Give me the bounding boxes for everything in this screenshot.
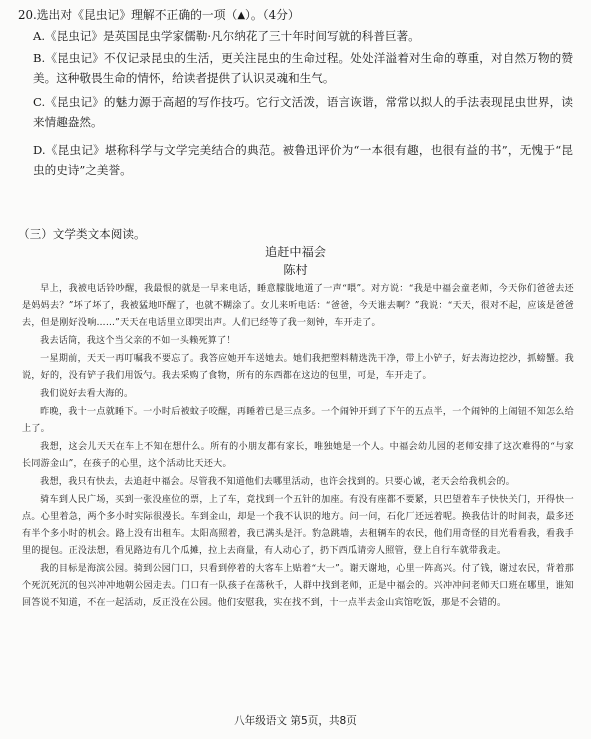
section-heading: （三）文学类文本阅读。 bbox=[18, 227, 146, 241]
article-paragraph: 我想，这会儿天天在车上不知在想什么。所有的小朋友都有家长，唯独她是一个人。中福会幼儿园的老师安排了这次难得的“与家长同游金山”，在孩子的心里，这个活动比天还大。 bbox=[22, 442, 574, 470]
question-20-stem bbox=[18, 6, 578, 26]
article-paragraph: 早上，我被电话铃吵醒，我最恨的就是一早来电话，睡意朦胧地道了一声“喂”。对方说：“我是中福会童老师，今天你们爸爸去还是妈妈去？”坏了坏了，我被猛地吓醒了，也就不糊涂了。女儿来听电话：“爸爸，今天谁去啊？”我说：“天天，很对不起，应该是爸爸去，但是刚好没响……”天天在电话里立即哭出声。人们已经等了我一刻钟，车开走了。 bbox=[22, 284, 574, 329]
article-paragraph: 昨晚，我十一点就睡下。一小时后被蚊子咬醒，再睡着已是三点多。一个闹钟开到了下午的五点半，一个闹钟的上闹钮不知怎么给上了。 bbox=[22, 407, 574, 435]
option-b: B.《昆虫记》不仅记录昆虫的生活，更关注昆虫的生命过程。处处洋溢着对生命的尊重，对自然万物的赞美。这种敬畏生命的情怀，给读者提供了认识灵魂和生气。 bbox=[33, 51, 573, 85]
article-title: 追赶中福会 bbox=[265, 245, 326, 259]
page-footer: 八年级语文 第5页，共8页 bbox=[234, 715, 357, 727]
answer-placeholder-mark: ▲ bbox=[237, 10, 246, 21]
article-paragraph: 一星期前，天天一再叮嘱我不要忘了。我答应她开车送她去。她们我把塑料精选洗干净，带上小铲子，好去海边挖沙，抓螃蟹。我说，好的，没有铲子我们用饭勺。我去采购了食物，所有的东西都在这边的包里，可是，车开走了。 bbox=[22, 354, 574, 382]
question-stem-text: 20.选出对《昆虫记》理解不正确的一项（ bbox=[18, 8, 238, 22]
question-score-text: ）。（4分） bbox=[245, 8, 300, 22]
article-paragraph: 我想，我只有快去，去追赶中福会。尽管我不知道他们去哪里活动，也许会找到的。只要心诚，老天会给我机会的。 bbox=[40, 477, 516, 487]
article-paragraph: 骑车到人民广场，买到一张没座位的票，上了车，竟找到一个五针的加座。有没有座都不要紧，只巴望着车子快快关门，开得快一点。心里着急，两个多小时实际很漫长。车到金山，却是一个我不认识的地方。问一问，石化厂还远着呢。换我估计的时间表，最多还有半个多小时的机会。路上没有出租车。太阳高照着，我已满头是汗。豹急跳墙，去租辆车的农民，他们用奇怪的目光看看我，看我手里的提包。正没法想，看见路边有几个瓜摊，拉上去商量，有人动心了，扔下西瓜请旁人照管，登上自行车就带我走。 bbox=[22, 495, 574, 557]
option-c: C.《昆虫记》的魅力源于高超的写作技巧。它行文活泼，语言诙谐，常常以拟人的手法表现昆虫世界，读来情趣盎然。 bbox=[33, 95, 573, 129]
article-author: 陈村 bbox=[283, 263, 308, 277]
article-paragraph: 我去话筒，我这个当父亲的不如一头赖死算了！ bbox=[40, 336, 236, 346]
article-paragraph: 我的目标是海滨公园。骑到公园门口，只看到停着的大客车上贴着“大一”。谢天谢地，心里一阵高兴。付了钱，谢过农民，背着那个死沉死沉的包兴冲冲地朝公园走去。门口有一队孩子在荡秋千，人群中找到老师，正是中福会的。兴冲冲问老师天口班在哪里，谁知回答说不知道，不在一起活动，反正没在公园。他们安慰我，实在找不到，十一点半去金山宾馆吃饭，那是不会错的。 bbox=[22, 564, 574, 609]
option-a: A.《昆虫记》是英国昆虫学家儒勒·凡尔纳花了三十年时间写就的科普巨著。 bbox=[33, 29, 420, 43]
option-d: D.《昆虫记》堪称科学与文学完美结合的典范。被鲁迅评价为“一本很有趣，也很有益的书”，无愧于“昆虫的史诗”之美誉。 bbox=[33, 143, 573, 177]
article-paragraph: 我们说好去看大海的。 bbox=[40, 389, 134, 399]
